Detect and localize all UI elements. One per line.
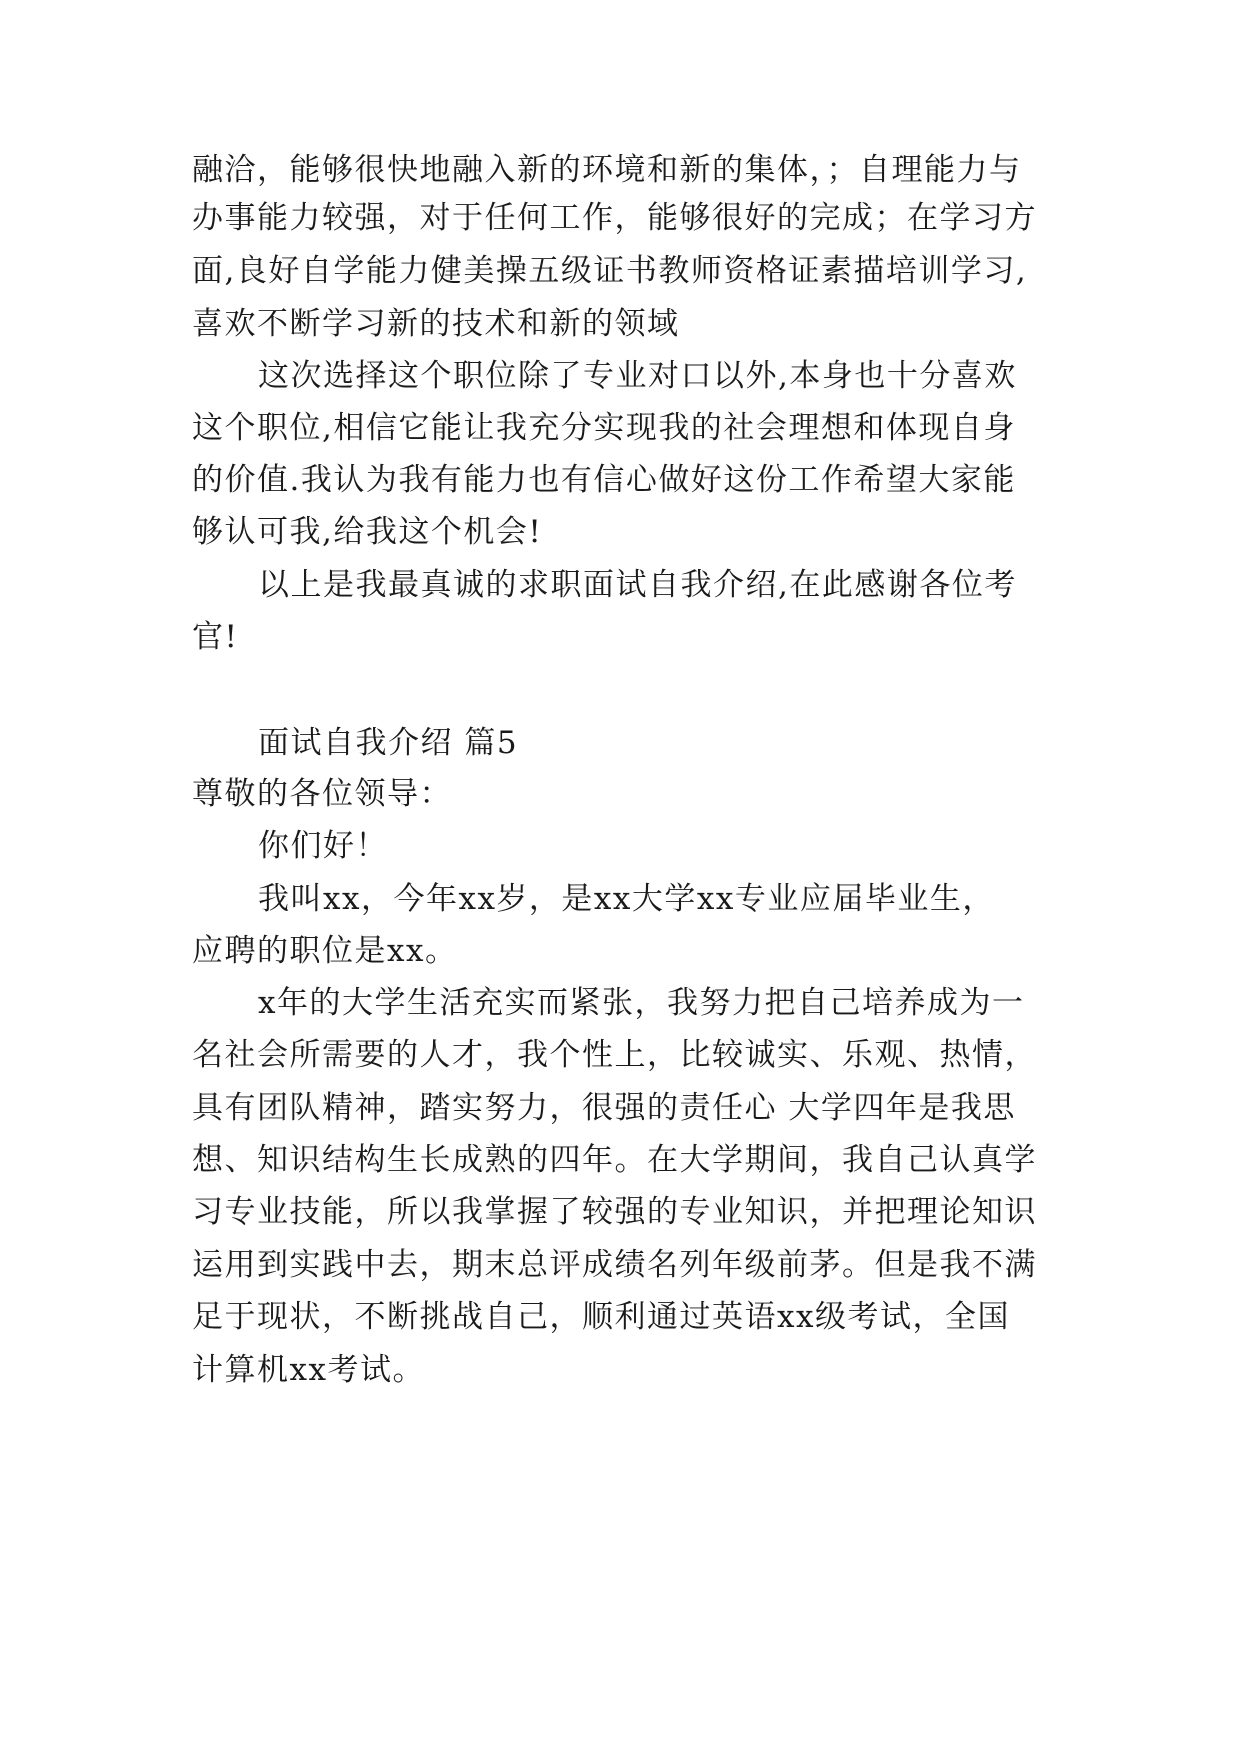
paragraph-line: 想、知识结构生长成熟的四年。在大学期间，我自己认真学	[192, 1142, 1037, 1178]
greeting: 你们好！	[258, 828, 388, 864]
paragraph-line: 应聘的职位是xx。	[192, 933, 458, 969]
section-heading: 面试自我介绍 篇5	[258, 725, 519, 761]
paragraph-line: 名社会所需要的人才，我个性上，比较诚实、乐观、热情，	[192, 1037, 1037, 1073]
paragraph-line: 足于现状，不断挑战自己，顺利通过英语xx级考试，全国	[192, 1299, 1010, 1335]
paragraph-line: 办事能力较强，对于任何工作，能够很好的完成；在学习方	[192, 200, 1037, 236]
paragraph-line: 喜欢不断学习新的技术和新的领域	[192, 306, 680, 342]
salutation: 尊敬的各位领导：	[192, 776, 452, 812]
paragraph-line: 这次选择这个职位除了专业对口以外,本身也十分喜欢	[258, 358, 1017, 394]
paragraph-line: 具有团队精神，踏实努力，很强的责任心 大学四年是我思	[192, 1090, 1016, 1126]
paragraph-line: 面,良好自学能力健美操五级证书教师资格证素描培训学习,	[192, 253, 1028, 289]
paragraph-line: 的价值.我认为我有能力也有信心做好这份工作希望大家能	[192, 462, 1016, 498]
paragraph-line: 官!	[192, 619, 239, 655]
paragraph-line: 以上是我最真诚的求职面试自我介绍,在此感谢各位考	[258, 567, 1017, 603]
paragraph-line: 运用到实践中去，期末总评成绩名列年级前茅。但是我不满	[192, 1247, 1037, 1283]
paragraph-line: 计算机xx考试。	[192, 1352, 425, 1388]
paragraph-line: x年的大学生活充实而紧张，我努力把自己培养成为一	[258, 985, 1025, 1021]
paragraph-line: 够认可我,给我这个机会!	[192, 514, 543, 550]
paragraph-line: 这个职位,相信它能让我充分实现我的社会理想和体现自身	[192, 410, 1016, 446]
paragraph-line: 习专业技能，所以我掌握了较强的专业知识，并把理论知识	[192, 1194, 1037, 1230]
paragraph-line: 融洽，能够很快地融入新的环境和新的集体，；自理能力与	[192, 152, 1022, 188]
paragraph-line: 我叫xx，今年xx岁，是xx大学xx专业应届毕业生，	[258, 881, 995, 917]
